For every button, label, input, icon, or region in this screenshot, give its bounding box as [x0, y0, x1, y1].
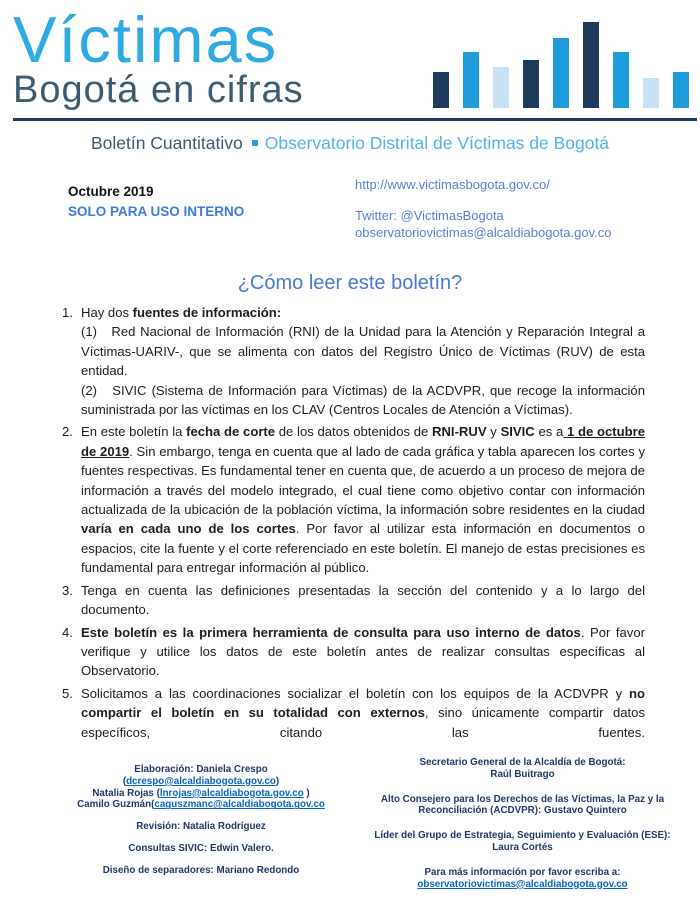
instructions-list: [62, 303, 645, 745]
email-link[interactable]: lnrojas@alcaldiabogota.gov.co: [159, 787, 304, 799]
square-bullet-icon: [252, 140, 258, 146]
list-number: 1.: [62, 305, 73, 320]
credit-group: [350, 757, 695, 781]
list-number: 2.: [62, 424, 73, 440]
logo-bar-chart-icon: [433, 22, 689, 108]
instruction-body: [81, 581, 645, 620]
credits-officials: [350, 757, 695, 900]
credit-line: Alto Consejero para los Derechos de las Víctimas, la Paz y la: [380, 793, 665, 805]
logo-bar: [583, 22, 599, 108]
credit-line: Camilo Guzmán(caguszmanc@alcaldiabogota.gov.co: [77, 799, 325, 811]
credit-line: Para más información por favor escriba a:: [424, 866, 621, 878]
contact-email: observatoriovictimas@alcaldiabogota.gov.co: [355, 225, 612, 240]
instruction-paragraph: Solicitamos a las coordinaciones socializar el boletín con los equipos de la ACDVPR y no compartir el boletín en su totalidad con externos, sino únicamente compartir datos específicos, citando las fuentes.: [81, 685, 645, 740]
email-link[interactable]: dcrespo@alcaldiabogota.gov.co: [126, 775, 276, 787]
brand-title: Víctimas: [13, 3, 279, 76]
tagline-left: Boletín Cuantitativo: [90, 133, 243, 153]
twitter-handle: Twitter: @VictimasBogota: [355, 208, 504, 223]
instruction-item: [62, 684, 645, 742]
list-number: 4.: [62, 624, 73, 640]
tagline-right: Observatorio Distrital de Víctimas de Bogotá: [264, 133, 610, 153]
credit-line: Laura Cortés: [492, 841, 553, 853]
credit-line: Líder del Grupo de Estrategia, Seguimiento y Evaluación (ESE):: [374, 830, 671, 842]
email-link[interactable]: caguszmanc@alcaldiabogota.gov.co: [154, 799, 325, 811]
brand-subtitle: Bogotá en cifras: [13, 69, 304, 111]
contact-block: [355, 177, 611, 240]
instruction-paragraph: (1) Red Nacional de Información (RNI) de la Unidad para la Atención y Reparación Integral a Víctimas-UARIV-, que se alimenta con datos del Registro Único de Víctimas (RUV) de esta entidad.: [81, 324, 645, 379]
credit-line: Reconciliación (ACDVPR): Gustavo Quintero: [418, 805, 627, 817]
credit-line: Revisión: Natalia Rodríguez: [136, 821, 266, 833]
credit-line: Elaboración: Daniela Crespo (dcrespo@alcaldiabogota.gov.co): [122, 764, 280, 787]
instruction-paragraph: (2) SIVIC (Sistema de Información para Víctimas) de la ACDVPR, que recoge la información suministrada por las víctimas en los CLAV (Centros Locales de Atención a Víctimas).: [81, 382, 645, 418]
internal-use-label: SOLO PARA USO INTERNO: [68, 204, 245, 219]
logo-bar: [673, 72, 689, 108]
header-rule: [13, 118, 697, 121]
instruction-paragraph: Tenga en cuenta las definiciones presentadas la sección del contenido y a lo largo del documento.: [81, 582, 645, 618]
list-number: 5.: [62, 685, 73, 701]
credit-group: [55, 865, 347, 877]
logo-bar: [613, 52, 629, 108]
instruction-body: [81, 303, 645, 419]
list-number: 3.: [62, 582, 73, 598]
credit-line: Consultas SIVIC: Edwin Valero.: [128, 842, 274, 854]
issue-meta-left: [68, 184, 244, 219]
credit-line: Diseño de separadores: Mariano Redondo: [102, 864, 300, 876]
instruction-body: [81, 623, 645, 681]
instruction-item: [62, 623, 645, 681]
logo-bar: [433, 72, 449, 108]
instruction-paragraph: Hay dos fuentes de información:: [81, 305, 282, 320]
credit-group: [55, 821, 347, 833]
instruction-body: [81, 684, 645, 742]
instruction-paragraph: Este boletín es la primera herramienta de consulta para uso interno de datos. Por favor verifique y utilice los datos de este boletín antes de realizar consultas específicas al Observatorio.: [81, 624, 645, 679]
tagline: [0, 133, 700, 154]
email-link[interactable]: observatoriovictimas@alcaldiabogota.gov.co: [417, 878, 628, 890]
credit-line: Natalia Rojas (lnrojas@alcaldiabogota.gov.co ): [92, 787, 310, 799]
instruction-paragraph: En este boletín la fecha de corte de los datos obtenidos de RNI-RUV y SIVIC es a 1 de octubre de 2019. Sin embargo, tenga en cuenta que al lado de cada gráfica y tabla aparecen los cortes y fuentes respectivas. Es fundamental tener en cuenta que, de acuerdo a un proceso de mejora de información a través del modelo integrado, el cual tiene como objetivo contar con información actualizada de la ubicación de la población víctima, la información sobre residentes en la ciudad varía en cada uno de los cortes. Por favor al utilizar esta información en documentos o espacios, cite la fuente y el corte referenciado en este boletín. El manejo de estas precisiones es fundamental para entregar información al público.: [81, 424, 646, 576]
instruction-body: [81, 422, 645, 577]
instruction-item: [62, 422, 645, 577]
logo-bar: [493, 67, 509, 108]
credit-line: Raúl Buitrago: [490, 768, 555, 780]
credit-group: [55, 843, 347, 855]
credit-line: [350, 879, 695, 891]
credit-group: [350, 830, 695, 854]
brand-wordmark: [13, 3, 304, 111]
credit-group: [350, 867, 695, 891]
credits-footer: [0, 757, 700, 900]
instruction-item: [62, 303, 645, 419]
credit-line: Secretario General de la Alcaldía de Bogotá:: [419, 757, 626, 768]
credits-elaboration: [55, 764, 347, 887]
logo-bar: [463, 52, 479, 108]
issue-date: Octubre 2019: [68, 184, 154, 199]
logo-bar: [523, 60, 539, 108]
logo-bar: [553, 38, 569, 108]
credit-group: [55, 764, 347, 811]
section-title: ¿Cómo leer este boletín?: [237, 272, 463, 294]
logo-bar: [643, 78, 659, 108]
website-link[interactable]: http://www.victimasbogota.gov.co/: [355, 177, 550, 192]
credit-group: [350, 794, 695, 818]
instruction-item: [62, 581, 645, 620]
